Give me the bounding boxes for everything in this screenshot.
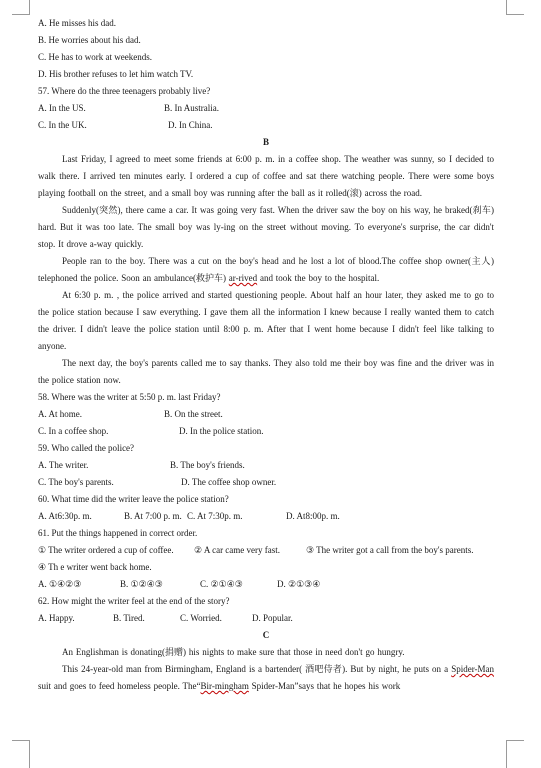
crop-mark-top-left: [12, 14, 30, 15]
q57-question: 57. Where do the three teenagers probably live?: [38, 86, 211, 96]
q61-option-a: A. ①④②③: [38, 579, 82, 589]
q57-option-b: B. In Australia.: [164, 103, 219, 113]
q59-option-a: A. The writer.: [38, 460, 89, 470]
spellcheck-word: Bir-mingham: [200, 681, 249, 691]
q60-option-d: D. At8:00p. m.: [286, 511, 340, 521]
q61-item-4: ④ Th e writer went back home.: [38, 562, 152, 572]
crop-mark-bottom-left: [12, 740, 30, 741]
q59-option-b: B. The boy's friends.: [170, 460, 245, 470]
passage-b-p3-text: People ran to the boy. There was a cut on the boy's head and he lost a lot of blood.The coffee shop owner(主人) telephoned the police. Soon an ambulance(救护车): [38, 256, 494, 283]
q61-item-3: ③ The writer got a call from the boy's parents.: [306, 545, 474, 555]
q58-option-d: D. In the police station.: [179, 426, 264, 436]
q57-options-row1: [38, 100, 494, 117]
passage-b-paragraph-5: The next day, the boy's parents called me to say thanks. They also told me their boy was fine and the driver was in the police station now.: [38, 358, 494, 385]
crop-mark-bottom-right: [506, 740, 524, 741]
q61-option-b: B. ①②④③: [120, 579, 163, 589]
document-page: [38, 15, 494, 695]
q61-items-row1: [38, 542, 494, 559]
passage-b-paragraph-3: [38, 253, 494, 287]
passage-b-p3-text: and took the boy to the hospital.: [257, 273, 380, 283]
crop-mark-top-left: [29, 0, 30, 15]
q60-option-c: C. At 7:30p. m.: [187, 511, 243, 521]
q61-question: 61. Put the things happened in correct order.: [38, 528, 198, 538]
q58-question: 58. Where was the writer at 5:50 p. m. last Friday?: [38, 392, 221, 402]
q62-question: 62. How might the writer feel at the end of the story?: [38, 596, 230, 606]
q60-question: 60. What time did the writer leave the police station?: [38, 494, 229, 504]
q57-option-a: A. In the US.: [38, 103, 86, 113]
passage-b-paragraph-4: At 6:30 p. m. , the police arrived and started questioning people. About half an hour later, they asked me to go to the police station because I saw everything. I gave them all the information I knew because I really wanted them to catch the driver. I didn't leave the police station until 8:00 p. m. After that I went home because I didn't feel like talking to anyone.: [38, 290, 494, 351]
section-b-heading: B: [262, 137, 269, 147]
q56-option-c: C. He has to work at weekends.: [38, 52, 152, 62]
crop-mark-bottom-left: [29, 740, 30, 768]
q59-question: 59. Who called the police?: [38, 443, 135, 453]
q60-option-b: B. At 7:00 p. m.: [124, 511, 182, 521]
q58-option-b: B. On the street.: [164, 409, 223, 419]
q62-option-a: A. Happy.: [38, 613, 75, 623]
q61-item-1: ① The writer ordered a cup of coffee.: [38, 545, 174, 555]
crop-mark-top-right: [506, 0, 507, 15]
q59-options-row1: [38, 457, 494, 474]
q58-options-row1: [38, 406, 494, 423]
q56-option-a: A. He misses his dad.: [38, 18, 116, 28]
q56-option-d: D. His brother refuses to let him watch TV.: [38, 69, 194, 79]
passage-c-paragraph-2: [38, 661, 494, 695]
q60-options: [38, 508, 494, 525]
q61-option-c: C. ②①④③: [200, 579, 243, 589]
q58-options-row2: [38, 423, 494, 440]
passage-b-paragraph-2: Suddenly(突然), there came a car. It was going very fast. When the driver saw the boy on his way, he braked(刹车) hard. But it was too late. The small boy was ly-ing on the street without moving. To everyone's surprise, the car didn't stop. It drove a-way quickly.: [38, 205, 494, 249]
q59-option-c: C. The boy's parents.: [38, 477, 114, 487]
crop-mark-top-right: [506, 14, 524, 15]
section-c-heading: C: [262, 630, 270, 640]
q62-option-d: D. Popular.: [252, 613, 293, 623]
q59-option-d: D. The coffee shop owner.: [181, 477, 277, 487]
q58-option-a: A. At home.: [38, 409, 82, 419]
q61-item-2: ② A car came very fast.: [194, 545, 281, 555]
passage-b-paragraph-1: Last Friday, I agreed to meet some friends at 6:00 p. m. in a coffee shop. The weather was sunny, so I decided to walk there. I arrived ten minutes early. I ordered a cup of coffee and sat there watching people. There were some boys playing football on the street, and a small boy was running after the ball as it rolled(滚) across the road.: [38, 154, 494, 198]
passage-c-p2-text: Spider-Man”says that he hopes his work: [248, 681, 401, 691]
q61-option-d: D. ②①③④: [277, 579, 321, 589]
q61-options: [38, 576, 494, 593]
q57-option-d: D. In China.: [168, 120, 213, 130]
q60-option-a: A. At6:30p. m.: [38, 511, 92, 521]
passage-c-paragraph-1: An Englishman is donating(捐赠) his nights to make sure that those in need don't go hungry.: [62, 647, 405, 657]
q62-option-c: C. Worried.: [180, 613, 222, 623]
q58-option-c: C. In a coffee shop.: [38, 426, 109, 436]
q62-option-b: B. Tired.: [113, 613, 145, 623]
q57-options-row2: [38, 117, 494, 134]
spellcheck-word: ar-rived: [228, 273, 258, 283]
q56-option-b: B. He worries about his dad.: [38, 35, 141, 45]
passage-c-p2-text: suit and goes to feed homeless people. The“: [38, 681, 201, 691]
crop-mark-bottom-right: [506, 740, 507, 768]
q62-options: [38, 610, 494, 627]
q59-options-row2: [38, 474, 494, 491]
q57-option-c: C. In the UK.: [38, 120, 87, 130]
passage-c-p2-text: This 24-year-old man from Birmingham, England is a bartender( 酒吧侍者). But by night, he puts on a: [62, 664, 452, 674]
spellcheck-word: Spider-Man: [451, 664, 494, 674]
